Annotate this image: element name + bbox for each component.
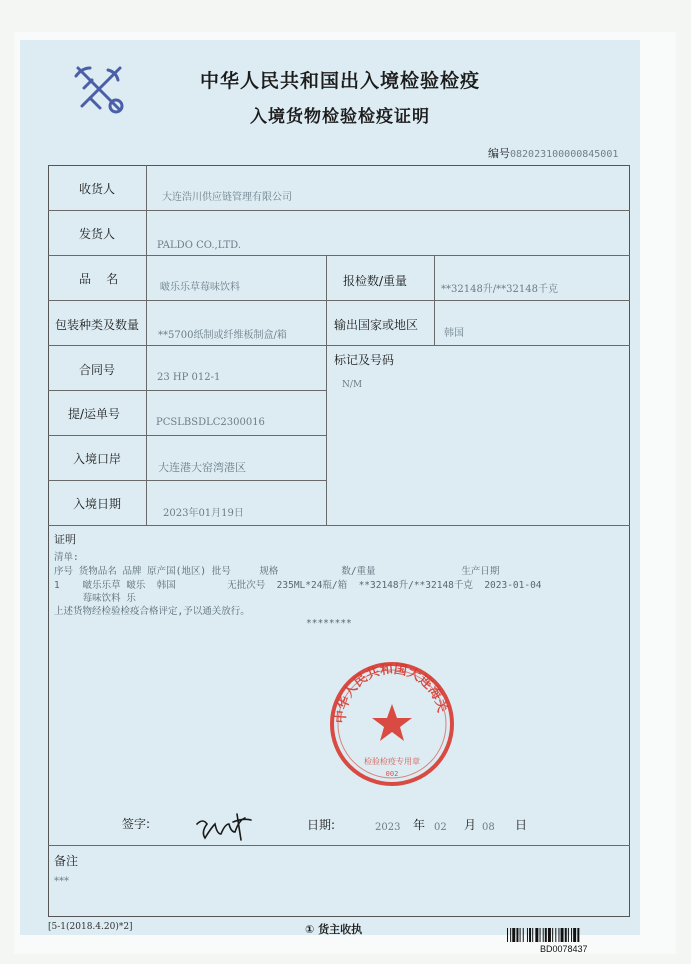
customs-emblem-icon: [70, 58, 130, 118]
marks-value: N/M: [342, 380, 363, 390]
sign-year: 2023: [375, 822, 401, 833]
bl-label: 提/运单号: [68, 407, 121, 421]
form-code: [5-1(2018.4.20)*2]: [48, 922, 133, 932]
barcode-bar: [545, 928, 547, 942]
proof-statement: 上述货物经检验检疫合格评定,予以通关放行。: [54, 606, 250, 617]
barcode-bar: [532, 928, 533, 942]
sign-date-label: 日期:: [307, 818, 336, 832]
consignee-value: 大连浩川供应链管理有限公司: [162, 192, 292, 203]
product-value: 啵乐乐草莓味饮料: [160, 282, 240, 293]
barcode-bar: [561, 928, 564, 942]
barcode-bar: [535, 928, 538, 942]
list-header-row: 序号 货物品名 品牌 原产国(地区) 批号 规格 数/重量 生产日期: [54, 566, 500, 577]
certificate-table: [48, 165, 630, 917]
signature-label: 签字:: [122, 817, 151, 831]
sign-day: 08: [482, 822, 495, 833]
barcode-bar: [516, 928, 518, 942]
barcode-bar: [540, 928, 541, 942]
certificate-number: [488, 145, 618, 161]
barcode-bar: [523, 928, 524, 942]
marks-label: 标记及号码: [334, 353, 395, 367]
bl-value: PCSLBSDLC2300016: [156, 417, 265, 428]
barcode-bar: [552, 928, 553, 942]
consignor-value: PALDO CO.,LTD.: [157, 240, 242, 251]
barcode-bar: [573, 928, 576, 942]
barcode-bar: [512, 928, 515, 942]
remarks-value: ***: [54, 876, 69, 887]
barcode-bar: [558, 928, 559, 942]
sign-day-unit: 日: [515, 818, 528, 832]
title-line1: 中华人民共和国出入境检验检疫: [199, 70, 480, 92]
entry-date-label: 入境日期: [73, 497, 122, 511]
official-seal-stamp: [328, 660, 456, 788]
contract-label: 合同号: [79, 363, 116, 377]
barcode-bar: [527, 928, 528, 942]
stamp-code: 002: [385, 770, 399, 778]
barcode-bar: [568, 928, 569, 942]
barcode-bar: [577, 928, 579, 942]
cert-no-value: 082023100000845001: [510, 149, 619, 160]
sign-month-unit: 月: [464, 818, 477, 832]
consignor-label: 发货人: [79, 227, 116, 241]
consignee-label: 收货人: [79, 182, 116, 196]
stamp-ring-text: 中华人民共和国大连海关: [333, 661, 450, 724]
barcode-bar: [529, 928, 531, 942]
barcode-bar: [507, 928, 508, 942]
port-label: 入境口岸: [73, 452, 122, 466]
proof-label: 证明: [54, 533, 76, 546]
handwritten-signature: [193, 810, 259, 846]
proof-end-mark: ********: [306, 618, 352, 629]
packaging-value: **5700纸制或纤维板制盒/箱: [158, 330, 287, 341]
list-row-1-cont: 莓味饮料 乐: [54, 593, 136, 604]
barcode-bar: [548, 928, 551, 942]
quantity-label: 报检数/重量: [343, 274, 408, 288]
sign-year-unit: 年: [413, 818, 426, 832]
quantity-value: **32148升/**32148千克: [441, 284, 558, 295]
barcode-bar: [520, 928, 521, 942]
stamp-sub-text: 检验检疫专用章: [364, 757, 420, 766]
barcode-bar: [510, 928, 511, 942]
packaging-label: 包装种类及数量: [55, 318, 140, 332]
barcode-number: BD0078437: [540, 944, 588, 954]
origin-label: 输出国家或地区: [334, 318, 419, 332]
product-label: 品 名: [79, 272, 119, 286]
sign-month: 02: [434, 822, 447, 833]
contract-value: 23 HP 012-1: [157, 372, 221, 383]
origin-value: 韩国: [444, 328, 464, 339]
cert-no-label: 编号: [488, 147, 510, 160]
copy-label: ① 货主收执: [305, 923, 363, 936]
barcode-bar: [543, 928, 544, 942]
list-row-1: 1 啵乐乐草 啵乐 韩国 无批次号 235ML*24瓶/箱 **32148升/**32148千克 2023-01-04: [54, 580, 542, 591]
entry-date-value: 2023年01月19日: [163, 508, 244, 519]
list-label: 清单:: [54, 552, 79, 563]
title-line2: 入境货物检验检疫证明: [250, 107, 430, 127]
barcode-bar: [571, 928, 572, 942]
barcode-bar: [565, 928, 567, 942]
port-value: 大连港大窑湾港区: [158, 461, 246, 474]
barcode-bar: [555, 928, 556, 942]
barcode-icon: [507, 928, 633, 942]
remarks-label: 备注: [54, 854, 79, 868]
